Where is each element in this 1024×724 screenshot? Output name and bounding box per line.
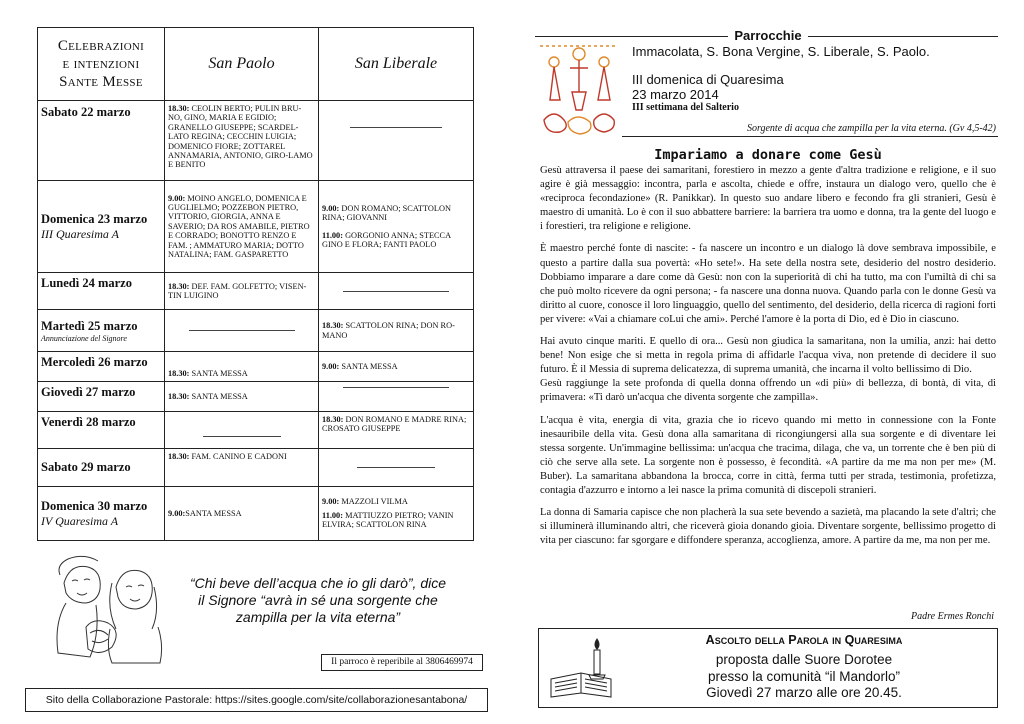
header-line-3: Sante Messe	[59, 74, 143, 90]
header-rule-left	[535, 36, 728, 37]
day-label: Lunedì 24 marzo	[41, 276, 132, 290]
header-line-2: e intenzioni	[62, 56, 140, 72]
article-paragraph: Gesù raggiunge la sete profonda di quella donna offrendo un «di più» di bellezza, di bontà, di vita, di primavera: «Ti darò un'acqua che diventa sorgente che zampilla».	[540, 378, 996, 404]
san-paolo-cell	[165, 487, 319, 541]
ascolto-title: Ascolto della Parola in Quaresima	[705, 633, 903, 647]
san-liberale-cell	[319, 352, 474, 382]
day-label: Domenica 23 marzo	[41, 211, 148, 226]
empty-line	[343, 387, 449, 388]
header-san-liberale: San Liberale	[319, 28, 474, 101]
mass-intentions: DON ROMANO E MADRE RINA; CROSATO GIUSEPPE	[322, 415, 467, 434]
quote-line-1: “Chi beve dell’acqua che io gli darò”, dice	[189, 575, 447, 591]
header-line-1: Celebrazioni	[57, 38, 145, 54]
day-label: Sabato 29 marzo	[41, 460, 131, 474]
san-liberale-cell	[319, 101, 474, 181]
ascolto-line-3: Giovedì 27 marzo alle ore 20.45.	[706, 685, 902, 700]
table-row	[38, 181, 474, 273]
table-row	[38, 412, 474, 449]
day-subtitle: III Quaresima A	[41, 226, 119, 241]
san-liberale-cell	[319, 487, 474, 541]
mass-intentions: CEOLIN BERTO; PULIN BRU-NO, GINO, MARIA E EGIDIO; GRANELLO GIUSEPPE; SCARDEL-LATO REGINA; CECCHIN LUIGIA; DOMENICO FIORE; ZOTTAREL ANNAMARIA, ANTONIO, GIRO-LAMO E BENITO	[168, 104, 313, 170]
transfiguration-icon	[538, 40, 620, 136]
mass-time: 18.30:	[168, 452, 190, 461]
header-san-paolo: San Paolo	[165, 28, 319, 101]
empty-line	[343, 291, 449, 292]
mass-intentions: DEF. FAM. GOLFETTO; VISEN-TIN LUIGINO	[168, 281, 307, 300]
parroco-contact: Il parroco è reperibile al 3806469974	[331, 657, 473, 667]
article-paragraph: La donna di Samaria capisce che non placherà la sua sete bevendo a sazietà, ma placando la sete d'altri; che si illuminerà illuminando altri, che riceverà gioia donando gioia. Diventare sorgente, bellissimo progetto di vita per ciascuno: far sgorgare e diffondere speranza, accoglienza, amore. A partire da me, ma non per me.	[540, 507, 996, 547]
mass-time: 9.00:	[322, 497, 340, 507]
empty-line	[357, 467, 435, 468]
mass-intentions: SCATTOLON RINA; DON RO-MANO	[322, 321, 455, 340]
day-label: Sabato 22 marzo	[41, 105, 131, 119]
ascolto-line-2: presso la comunità “il Mandorlo”	[707, 668, 901, 684]
ascolto-details	[619, 652, 989, 702]
article-paragraph: Hai avuto cinque mariti. E quello di ora... Gesù non giudica la samaritana, non la umilia, anzi: hai detto bene! Non esige che si metta in regola prima di affidarle l'acqua viva, non pretende di decidere il suo futuro. È il Messia di suprema delicatezza, di suprema umanità, che incarna il volto bellissimo di Dio.	[540, 336, 996, 376]
san-paolo-cell	[165, 382, 319, 412]
day-note: Annunciazione del Signore	[41, 333, 127, 343]
mass-intentions: FAM. CANINO E CADONI	[191, 452, 287, 461]
san-paolo-cell	[165, 352, 319, 382]
san-paolo-cell	[165, 449, 319, 487]
day-label: Giovedì 27 marzo	[41, 385, 136, 399]
header-bottom-rule	[622, 136, 998, 137]
bulletin-date: 23 marzo 2014	[632, 87, 719, 102]
day-label: Venerdì 28 marzo	[41, 415, 136, 429]
san-paolo-cell	[165, 181, 319, 273]
san-liberale-cell	[319, 273, 474, 310]
san-liberale-cell	[319, 382, 474, 412]
parishes-list: Immacolata, S. Bona Vergine, S. Liberale, S. Paolo.	[632, 44, 930, 59]
quote-line-3: zampilla per la vita eterna”	[235, 609, 401, 625]
mass-intentions: SANTA MESSA	[185, 508, 242, 518]
empty-line	[189, 330, 295, 331]
mass-time: 9.00:	[168, 508, 186, 518]
day-subtitle: IV Quaresima A	[41, 513, 119, 528]
table-row	[38, 310, 474, 352]
mass-time: 9.00:	[322, 203, 340, 213]
scripture-quote	[178, 575, 458, 626]
mass-time: 11.00:	[322, 230, 343, 240]
open-book-candle-icon	[547, 635, 617, 701]
parrocchie-title: Parrocchie	[734, 28, 802, 43]
mass-intentions: MATTIUZZO PIETRO; VANIN ELVIRA; SCATTOLON RINA	[322, 510, 454, 530]
website-box	[25, 688, 488, 712]
day-label: Martedì 25 marzo	[41, 318, 138, 333]
article-author: Padre Ermes Ronchi	[911, 611, 994, 622]
mass-time: 18.30:	[322, 321, 344, 331]
mass-intentions: SANTA MESSA	[189, 368, 248, 378]
mass-intentions: SANTA MESSA	[191, 391, 248, 401]
table-row	[38, 352, 474, 382]
mass-time: 18.30:	[168, 104, 190, 113]
mass-intentions: SANTA MESSA	[341, 361, 398, 371]
mass-time: 18.30:	[168, 391, 190, 401]
day-label: Domenica 30 marzo	[41, 498, 148, 513]
mass-intentions: DON ROMANO; SCATTOLON RINA; GIOVANNI	[322, 203, 451, 223]
mass-intentions: GORGONIO ANNA; STECCA GINO E FLORA; FANTI PAOLO	[322, 230, 451, 249]
mass-time: 9.00:	[322, 361, 340, 371]
sunday-name: III domenica di Quaresima	[632, 72, 784, 87]
table-header-row	[38, 28, 474, 101]
article-paragraph: È maestro perché fonte di nascite: - fa nascere un incontro e un dialogo là dove sembrava impossibile, e questo a partire dalla sua povertà: «Ho sete!». Ha sete della nostra sete, desiderio del nostro desiderio. Dobbiamo imparare a dare come dà Gesù: non con la superiorità di chi ha tutto, ma con l'umiltà di chi sa che può molto ricevere da ogni persona; - fa nascere una donna nuova. Quando parla con le donne Gesù va diritto al cuore, conosce il loro linguaggio, quello del sentimento, del desiderio, della ricerca di ragioni forti per vivere: «Vai a chiamare coLui che ami». Perché l'amore è la porta di Dio, ed è Dio in ciascuno.	[540, 243, 996, 325]
article-body	[540, 164, 996, 548]
mass-time: 18.30:	[168, 368, 190, 378]
gospel-epigraph: Sorgente di acqua che zampilla per la vita eterna. (Gv 4,5-42)	[746, 123, 996, 134]
table-row	[38, 449, 474, 487]
empty-line	[203, 436, 281, 437]
empty-line	[350, 127, 442, 128]
san-liberale-cell	[319, 181, 474, 273]
article-paragraph: Gesù attraversa il paese dei samaritani, forestiero in mezzo a gente d'altra tradizione e religione, e il suo agire è già messaggio: incontra, parla e ascolta, chiede e offre, instaura un dialogo vero, quello che è «reciproca fecondazione» (R. Panikkar). In questo suo andare libero e fecondo fra gli stranieri, Gesù è maestro di umanità. Lo è con il suo abbattere barriere: la barriera tra uomo e donna, tra la gente del luogo e i forestieri, tra religione e religione.	[540, 165, 996, 233]
mass-schedule-table	[37, 27, 474, 541]
website-link[interactable]: Sito della Collaborazione Pastorale: https://sites.google.com/site/collaborazionesantabona/	[45, 694, 468, 706]
san-paolo-cell	[165, 273, 319, 310]
day-label: Mercoledì 26 marzo	[41, 355, 148, 369]
table-row	[38, 487, 474, 541]
san-liberale-cell	[319, 310, 474, 352]
ascolto-box	[538, 628, 998, 708]
mass-time: 18.30:	[168, 281, 190, 291]
ascolto-line-1: proposta dalle Suore Dorotee	[715, 652, 893, 667]
article-title: Impariamo a donare come Gesù	[654, 147, 882, 163]
samaritan-sketch-illustration	[50, 553, 175, 668]
table-row	[38, 382, 474, 412]
psalter-week: III settimana del Salterio	[632, 102, 739, 113]
parroco-contact-box	[321, 654, 483, 671]
san-paolo-cell	[165, 101, 319, 181]
article-paragraph: L'acqua è vita, energia di vita, grazia che io ricevo quando mi metto in connessione con la Fonte inesauribile della vita. Gesù dona alla samaritana di ricongiungersi alla sua sorgente e di diventare lei stessa sorgente. Un'immagine bellissima: un'acqua che tracima, dilaga, che va, un torrente che è ben più di ciò che serve alla sete. La sorgente non è possesso, è fecondità. «A partire da me ma non per me» (M. Buber). La samaritana abbandona la brocca, corre in città, ferma tutti per strada, testimonia, profetizza, contagia d'azzurro e intorno a lei nasce la prima comunità di discepoli stranieri.	[540, 414, 996, 496]
mass-intentions: MAZZOLI VILMA	[341, 497, 408, 507]
san-paolo-cell	[165, 310, 319, 352]
mass-intentions: MOINO ANGELO, DOMENICA E GUGLIELMO; POZZEBON PIETRO, VITTORIO, GIORGIA, ANNA E SAVERIO; DA ROS AMABILE, PIETRO E CORRADO; BONOTTO RENZO E FAM. ; AMMATURO MARIA; DOTTO NATALINA; FAM. GASPARETTO	[168, 193, 310, 260]
san-paolo-cell	[165, 412, 319, 449]
table-row	[38, 273, 474, 310]
san-liberale-cell	[319, 412, 474, 449]
san-liberale-cell	[319, 449, 474, 487]
mass-time: 18.30:	[322, 415, 344, 424]
mass-time: 11.00:	[322, 510, 343, 520]
table-row	[38, 101, 474, 181]
quote-line-2: il Signore “avrà in sé una sorgente che	[198, 592, 438, 608]
header-rule-right	[808, 36, 998, 37]
header-celebrazioni	[38, 28, 165, 101]
mass-time: 9.00:	[168, 193, 186, 203]
